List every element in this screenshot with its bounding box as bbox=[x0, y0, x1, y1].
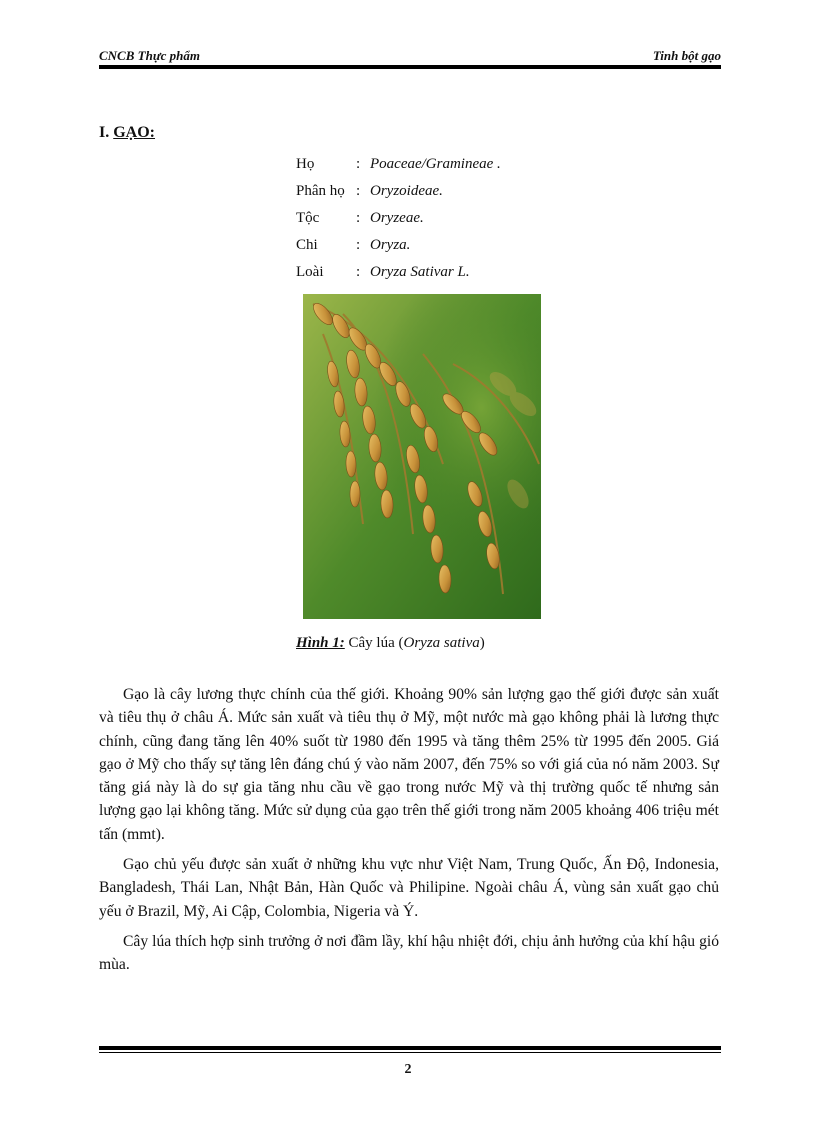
taxonomy-value: Oryza. bbox=[370, 237, 411, 253]
taxonomy-value: Oryzoideae. bbox=[370, 183, 443, 199]
taxonomy-label: Họ bbox=[296, 156, 315, 172]
header-right-title: Tinh bột gạo bbox=[652, 48, 721, 63]
taxonomy-row bbox=[296, 259, 501, 286]
caption-species: Oryza sativa bbox=[403, 635, 480, 651]
taxonomy-row bbox=[296, 151, 501, 178]
section-number: I. bbox=[99, 124, 110, 141]
page-number: 2 bbox=[404, 1062, 412, 1077]
footer-rule-thin bbox=[99, 1052, 721, 1053]
taxonomy-row bbox=[296, 178, 501, 205]
taxonomy-colon: : bbox=[356, 264, 361, 280]
section-title: GẠO: bbox=[113, 124, 156, 141]
paragraph: Gạo là cây lương thực chính của thế giới. Khoảng 90% sản lượng gạo thế giới được sản xuất và tiêu thụ ở châu Á. Mức sản xuất và tiêu thụ ở Mỹ, một nước mà gạo không phải là lương thực chính, cũng đang tăng lên 40% suốt từ 1980 đến 1995 và tăng thêm 25% từ 1995 đến 2005. Giá gạo ở Mỹ cho thấy sự tăng lên đáng chú ý vào năm 2007, đến 75% so với giá của nó năm 2003. Sự tăng giá này là do sự gia tăng nhu cầu về gạo trong nước Mỹ và thị trường quốc tế nhưng sản lượng gạo lại không tăng. Mức sử dụng của gạo trên thế giới trong năm 2005 khoảng 406 triệu mét tấn (mmt). bbox=[99, 686, 719, 843]
figure-label: Hình 1: bbox=[296, 635, 345, 651]
taxonomy-label: Phân họ bbox=[296, 183, 345, 199]
taxonomy-value: Oryzeae. bbox=[370, 210, 424, 226]
caption-close: ) bbox=[479, 635, 485, 651]
rice-plant-photo bbox=[303, 294, 541, 619]
taxonomy-colon: : bbox=[356, 210, 361, 226]
header-rule bbox=[99, 65, 721, 69]
taxonomy-label: Tộc bbox=[296, 210, 320, 226]
header-left-title: CNCB Thực phẩm bbox=[99, 48, 200, 63]
caption-text: Cây lúa ( bbox=[344, 635, 404, 651]
taxonomy-list bbox=[296, 151, 501, 286]
taxonomy-value: Poaceae/Gramineae . bbox=[370, 156, 501, 172]
taxonomy-colon: : bbox=[356, 237, 361, 253]
body-text bbox=[99, 683, 719, 984]
page-header bbox=[99, 48, 721, 64]
taxonomy-label: Chi bbox=[296, 237, 318, 253]
taxonomy-row bbox=[296, 205, 501, 232]
taxonomy-row bbox=[296, 232, 501, 259]
taxonomy-value: Oryza Sativar L. bbox=[370, 264, 470, 280]
taxonomy-colon: : bbox=[356, 156, 361, 172]
figure-caption bbox=[296, 635, 485, 652]
taxonomy-colon: : bbox=[356, 183, 361, 199]
footer-rule-thick bbox=[99, 1046, 721, 1050]
section-heading bbox=[99, 124, 155, 142]
paragraph: Cây lúa thích hợp sinh trưởng ở nơi đầm lầy, khí hậu nhiệt đới, chịu ảnh hưởng của khí hậu gió mùa. bbox=[99, 932, 719, 974]
taxonomy-label: Loài bbox=[296, 264, 324, 280]
paragraph: Gạo chủ yếu được sản xuất ở những khu vực như Việt Nam, Trung Quốc, Ấn Độ, Indonesia, Bangladesh, Thái Lan, Nhật Bản, Hàn Quốc và Philipine. Ngoài châu Á, vùng sản xuất gạo chủ yếu ở Brazil, Mỹ, Ai Cập, Colombia, Nigeria và Ý. bbox=[99, 856, 719, 920]
